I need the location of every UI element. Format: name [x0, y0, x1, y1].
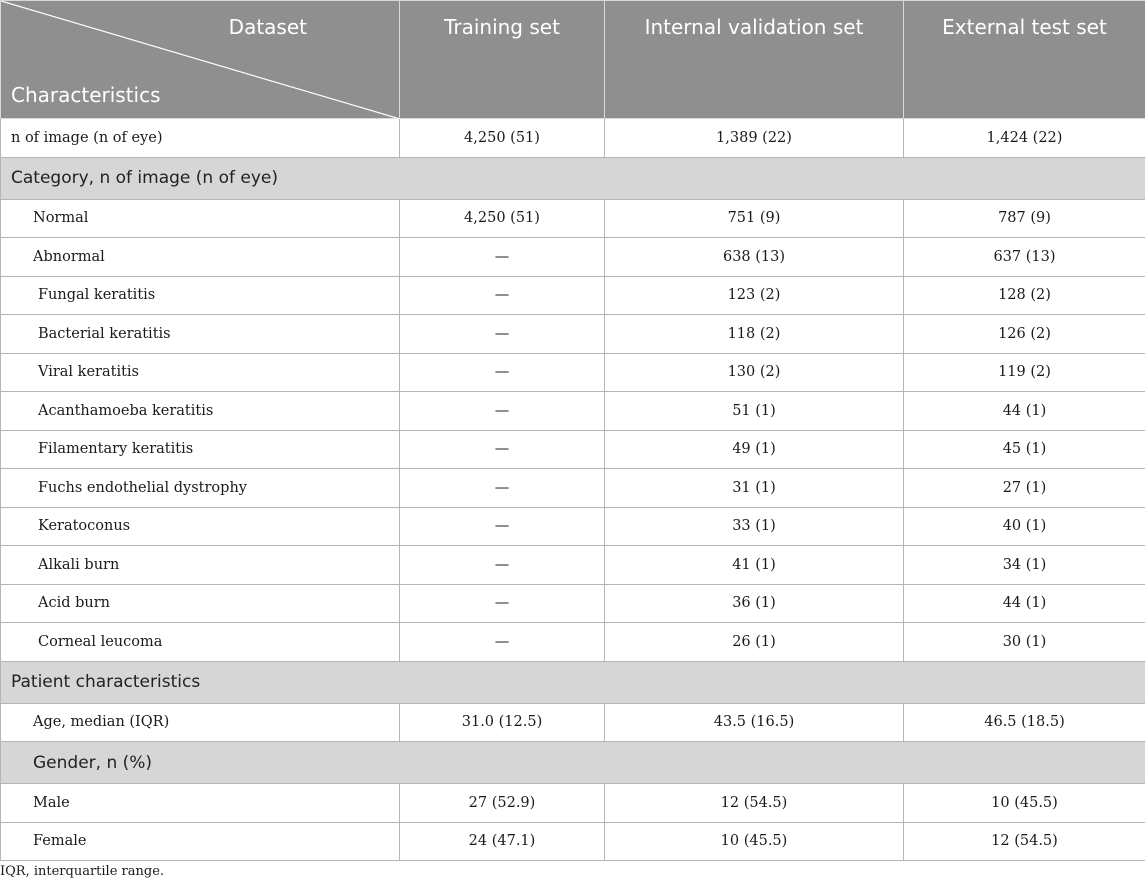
section-row-gender	[1, 742, 1145, 784]
table-row	[1, 546, 1145, 585]
cell-internal: 1,389 (22)	[605, 119, 904, 158]
row-label: Female	[1, 822, 400, 861]
table-row	[1, 623, 1145, 662]
table-row-n-images	[1, 119, 1145, 158]
cell-external: 126 (2)	[904, 315, 1145, 354]
row-label: n of image (n of eye)	[1, 119, 400, 158]
cell-external: 10 (45.5)	[904, 784, 1145, 823]
table-row	[1, 584, 1145, 623]
row-label: Age, median (IQR)	[1, 703, 400, 742]
cell-external: 27 (1)	[904, 469, 1145, 508]
dataset-label: Dataset	[228, 15, 307, 39]
row-label: Bacterial keratitis	[1, 315, 400, 354]
cell-internal: 31 (1)	[605, 469, 904, 508]
cell-external: 45 (1)	[904, 430, 1145, 469]
cell-training: 4,250 (51)	[400, 199, 605, 238]
section-title-gender: Gender, n (%)	[1, 742, 1145, 784]
cell-internal: 36 (1)	[605, 584, 904, 623]
cell-external: 119 (2)	[904, 353, 1145, 392]
cell-training: 31.0 (12.5)	[400, 703, 605, 742]
cell-training: 27 (52.9)	[400, 784, 605, 823]
cell-training: —	[400, 392, 605, 431]
section-title-category: Category, n of image (n of eye)	[1, 157, 1145, 199]
cell-internal: 751 (9)	[605, 199, 904, 238]
table-row	[1, 703, 1145, 742]
cell-external: 46.5 (18.5)	[904, 703, 1145, 742]
table-row	[1, 784, 1145, 823]
cell-training: 24 (47.1)	[400, 822, 605, 861]
cell-internal: 43.5 (16.5)	[605, 703, 904, 742]
cell-internal: 123 (2)	[605, 276, 904, 315]
cell-external: 787 (9)	[904, 199, 1145, 238]
cell-internal: 118 (2)	[605, 315, 904, 354]
table-row	[1, 392, 1145, 431]
table-row	[1, 238, 1145, 277]
row-label: Keratoconus	[1, 507, 400, 546]
table-row	[1, 315, 1145, 354]
row-label: Alkali burn	[1, 546, 400, 585]
row-label: Viral keratitis	[1, 353, 400, 392]
table-row	[1, 469, 1145, 508]
cell-internal: 49 (1)	[605, 430, 904, 469]
cell-internal: 12 (54.5)	[605, 784, 904, 823]
row-label: Fungal keratitis	[1, 276, 400, 315]
table-row	[1, 353, 1145, 392]
cell-internal: 10 (45.5)	[605, 822, 904, 861]
cell-internal: 26 (1)	[605, 623, 904, 662]
cell-training: —	[400, 507, 605, 546]
row-label: Normal	[1, 199, 400, 238]
cell-internal: 130 (2)	[605, 353, 904, 392]
row-label: Fuchs endothelial dystrophy	[1, 469, 400, 508]
row-label: Acid burn	[1, 584, 400, 623]
table-row	[1, 430, 1145, 469]
section-title-patient: Patient characteristics	[1, 661, 1145, 703]
cell-training: —	[400, 315, 605, 354]
section-row-patient	[1, 661, 1145, 703]
column-header-internal-validation: Internal validation set	[605, 1, 904, 119]
cell-training: —	[400, 353, 605, 392]
cell-internal: 51 (1)	[605, 392, 904, 431]
row-label: Filamentary keratitis	[1, 430, 400, 469]
cell-external: 34 (1)	[904, 546, 1145, 585]
column-header-training: Training set	[400, 1, 605, 119]
cell-training: —	[400, 238, 605, 277]
cell-external: 30 (1)	[904, 623, 1145, 662]
cell-training: —	[400, 623, 605, 662]
cell-training: —	[400, 276, 605, 315]
table-row	[1, 276, 1145, 315]
cell-external: 12 (54.5)	[904, 822, 1145, 861]
row-label: Male	[1, 784, 400, 823]
column-header-external-test: External test set	[904, 1, 1145, 119]
cell-training: —	[400, 584, 605, 623]
cell-training: —	[400, 546, 605, 585]
corner-header-cell	[1, 1, 400, 119]
table-row	[1, 507, 1145, 546]
table-row	[1, 199, 1145, 238]
cell-internal: 638 (13)	[605, 238, 904, 277]
row-label: Abnormal	[1, 238, 400, 277]
cell-internal: 33 (1)	[605, 507, 904, 546]
cell-external: 44 (1)	[904, 392, 1145, 431]
row-label: Corneal leucoma	[1, 623, 400, 662]
cell-training: —	[400, 430, 605, 469]
table-row	[1, 822, 1145, 861]
cell-training: —	[400, 469, 605, 508]
cell-external: 44 (1)	[904, 584, 1145, 623]
table-footnote: IQR, interquartile range.	[0, 864, 165, 879]
cell-external: 128 (2)	[904, 276, 1145, 315]
cell-training: 4,250 (51)	[400, 119, 605, 158]
cell-external: 1,424 (22)	[904, 119, 1145, 158]
section-row-category	[1, 157, 1145, 199]
cell-external: 637 (13)	[904, 238, 1145, 277]
table-header-row	[1, 1, 1145, 119]
row-label: Acanthamoeba keratitis	[1, 392, 400, 431]
cell-internal: 41 (1)	[605, 546, 904, 585]
characteristics-label: Characteristics	[11, 83, 161, 107]
cell-external: 40 (1)	[904, 507, 1145, 546]
